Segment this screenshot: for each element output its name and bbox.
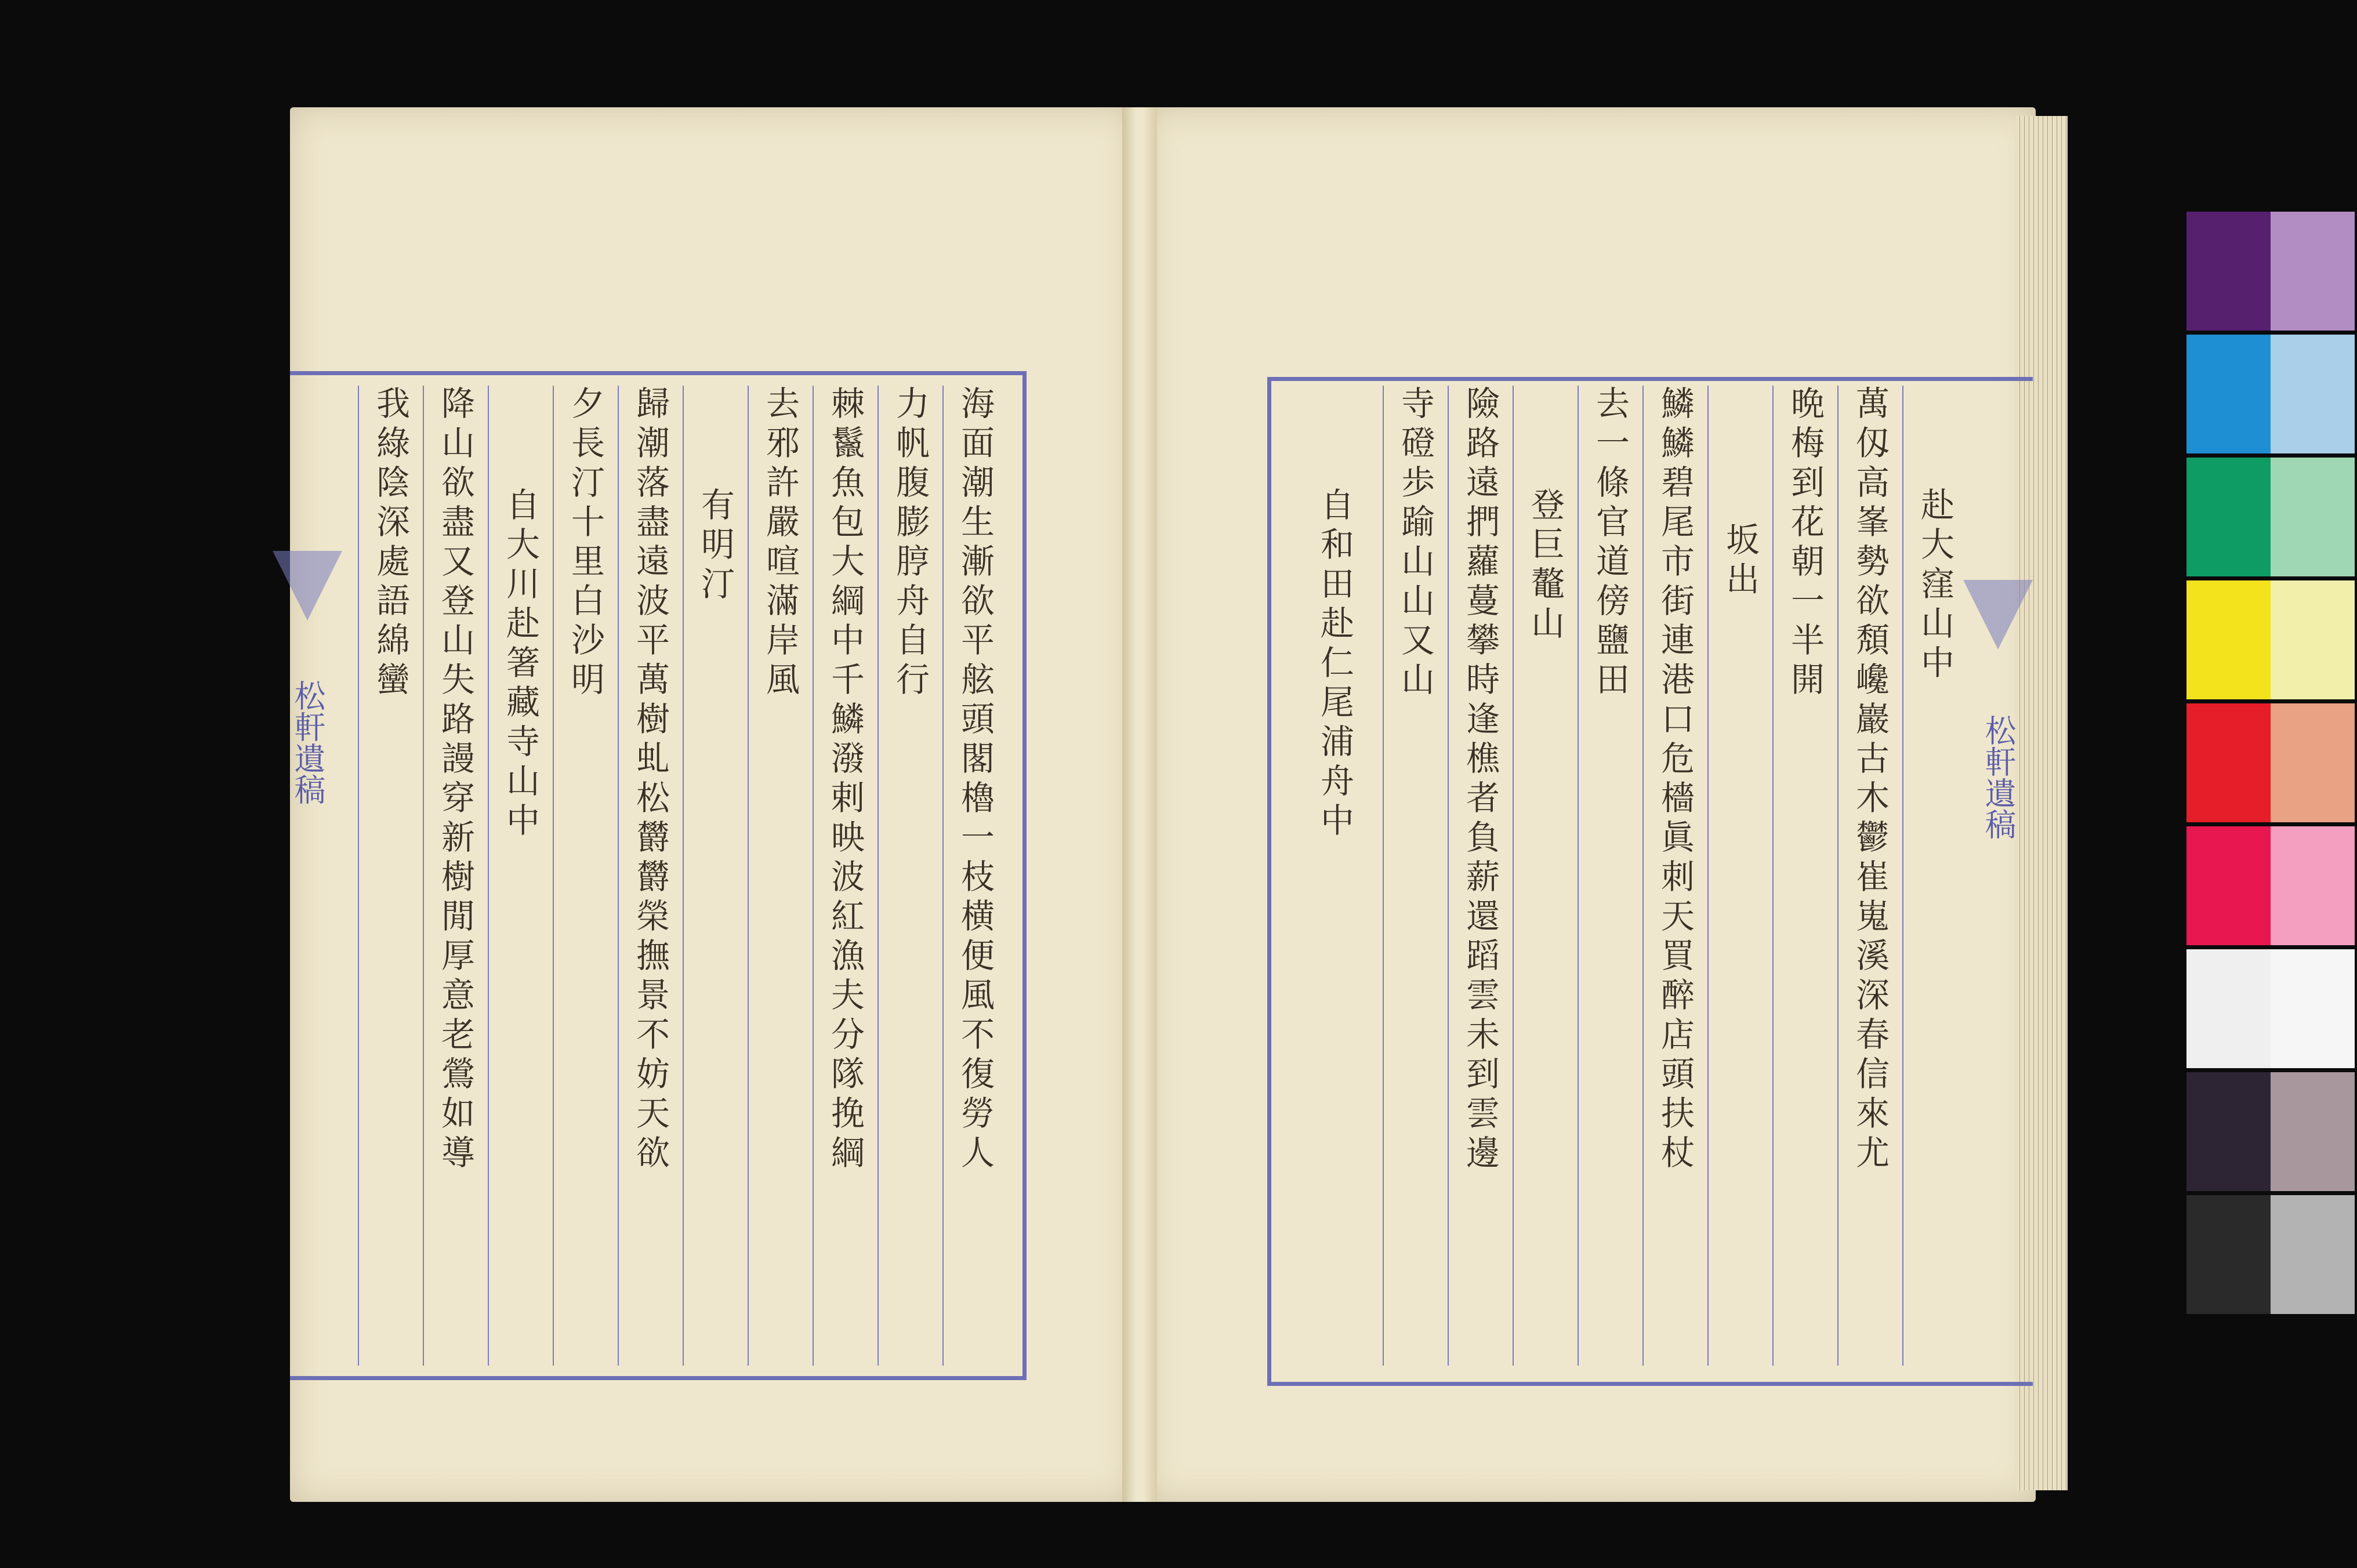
color-patch xyxy=(2271,212,2355,331)
color-patch xyxy=(2271,949,2355,1068)
color-patch xyxy=(2186,212,2271,331)
right-col-10: 自和田赴仁尾浦舟中 xyxy=(1315,487,1354,842)
color-patch xyxy=(2186,703,2271,822)
right-col-6: 去一條官道傍鹽田 xyxy=(1578,386,1642,1366)
color-patch xyxy=(2271,1195,2355,1314)
color-checker xyxy=(2186,212,2357,1325)
right-col-4: 坂出 xyxy=(1707,386,1772,1366)
left-col-4: 去邪許嚴喧滿岸風 xyxy=(748,386,813,1366)
book-gutter xyxy=(1122,107,1157,1502)
color-patch xyxy=(2186,1072,2271,1191)
left-col-9: 降山欲盡又登山失路謾穿新樹閒厚意老鶯如導 xyxy=(423,386,488,1366)
left-col-7: 夕長汀十里白沙明 xyxy=(553,386,618,1366)
left-spine-title: 松軒遺稿 xyxy=(289,680,326,805)
color-patch xyxy=(2186,949,2271,1068)
color-patch xyxy=(2271,1072,2355,1191)
right-col-7: 登巨鼇山 xyxy=(1513,386,1578,1366)
right-spine-title: 松軒遺稿 xyxy=(1980,714,2017,840)
right-col-5: 鱗鱗碧尾市街連港口危檣眞刺天買醉店頭扶杖 xyxy=(1642,386,1707,1366)
right-col-2: 萬仭高峯勢欲頽巉巖古木鬱崔嵬溪深春信來尤 xyxy=(1837,386,1902,1366)
color-patch xyxy=(2186,826,2271,945)
color-patch xyxy=(2271,580,2355,699)
right-col-3: 晩梅到花朝一半開 xyxy=(1772,386,1837,1366)
color-patch xyxy=(2271,703,2355,822)
left-col-1: 海面潮生漸欲平舷頭閣櫓一枝横便風不復勞人 xyxy=(942,386,1007,1366)
left-col-3: 棘鬣魚包大綱中千鱗潑剌映波紅漁夫分隊挽綱 xyxy=(813,386,877,1366)
left-col-8: 自大川赴箸藏寺山中 xyxy=(488,386,553,1366)
color-patch xyxy=(2271,335,2355,453)
right-col-9: 寺磴歩踰山山又山 xyxy=(1383,386,1448,1366)
color-patch xyxy=(2271,826,2355,945)
left-col-2: 力帆腹膨脝舟自行 xyxy=(877,386,942,1366)
color-patch xyxy=(2186,335,2271,453)
left-col-5: 有明汀 xyxy=(683,386,748,1366)
color-patch xyxy=(2271,458,2355,576)
left-col-10: 我綠陰深處語綿蠻 xyxy=(358,386,423,1366)
color-patch xyxy=(2186,1195,2271,1314)
right-col-8: 險路遠捫蘿蔓攀時逢樵者負薪還蹈雲未到雲邊 xyxy=(1448,386,1513,1366)
color-patch xyxy=(2186,458,2271,576)
color-patch xyxy=(2186,580,2271,699)
left-col-6: 歸潮落盡遠波平萬樹虬松欝欝榮撫景不妨天欲 xyxy=(618,386,683,1366)
right-col-1: 赴大窪山中 xyxy=(1902,386,1967,1366)
